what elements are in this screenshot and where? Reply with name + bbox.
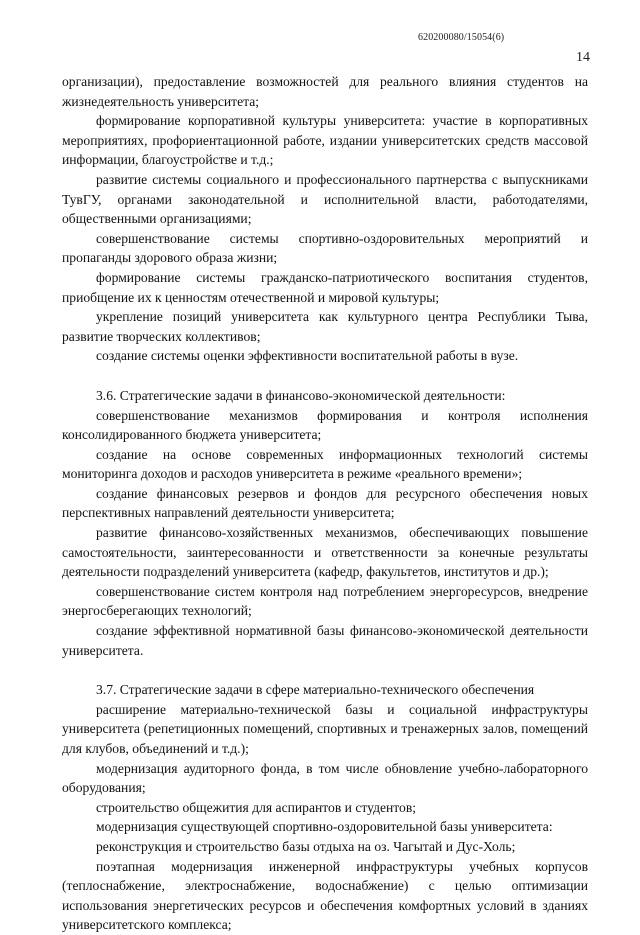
paragraph: модернизация существующей спортивно-оздоровительной базы университета:	[96, 819, 553, 835]
paragraph: формирование корпоративной культуры университета: участие в корпоративных мероприятиях, профориентационной работе, издании университетских средств массовой информации, благоустройстве и т.д.;	[62, 113, 588, 168]
paragraph: поэтапная модернизация инженерной инфраструктуры учебных корпусов (теплоснабжение, электроснабжение, водоснабжение) с целью оптимизации использования энергетических ресурсов и обеспечения комфортных условий в зданиях университетского комплекса;	[62, 858, 588, 933]
paragraph: развитие системы социального и профессионального партнерства с выпускниками ТувГУ, органами законодательной и исполнительной власти, работодателями, общественными организациями;	[62, 171, 588, 227]
body-text	[62, 72, 588, 935]
paragraph: совершенствование механизмов формирования и контроля исполнения консолидированного бюджета университета;	[62, 407, 588, 443]
paragraph: совершенствование системы спортивно-оздоровительных мероприятий и пропаганды здорового образа жизни;	[62, 230, 588, 266]
paragraph: создание системы оценки эффективности воспитательной работы в вузе.	[96, 348, 519, 364]
paragraph: создание эффективной нормативной базы финансово-экономической деятельности университета.	[62, 623, 588, 658]
paragraph: формирование системы гражданско-патриотического воспитания студентов, приобщение их к ценностям отечественной и мировой культуры;	[62, 269, 588, 305]
page-number: 14	[576, 50, 590, 65]
paragraph: модернизация аудиторного фонда, в том числе обновление учебно-лабораторного оборудования;	[62, 760, 588, 796]
paragraph: организации), предоставление возможностей для реального влияния студентов на жизнедеятельность университета;	[62, 74, 588, 109]
document-number: 620200080/15054(6)	[418, 32, 505, 43]
paragraph: 3.6. Стратегические задачи в финансово-экономической деятельности:	[96, 387, 506, 403]
paragraph: строительство общежития для аспирантов и студентов;	[96, 799, 417, 815]
paragraph: создание на основе современных информационных технологий системы мониторинга доходов и расходов университета в режиме «реального времени»;	[62, 446, 588, 482]
paragraph: создание финансовых резервов и фондов для ресурсного обеспечения новых перспективных направлений деятельности университета;	[62, 485, 588, 521]
paragraph: укрепление позиций университета как культурного центра Республики Тыва, развитие творческих коллективов;	[62, 309, 588, 344]
paragraph: развитие финансово-хозяйственных механизмов, обеспечивающих повышение самостоятельности, заинтересованности и ответственности за конечные результаты деятельности подразделений университета (кафедр, факультетов, институтов и др.);	[62, 525, 588, 580]
paragraph: 3.7. Стратегические задачи в сфере материально-технического обеспечения	[96, 682, 535, 698]
paragraph: реконструкция и строительство базы отдыха на оз. Чагытай и Дус-Холь;	[96, 838, 516, 854]
paragraph: расширение материально-технической базы и социальной инфраструктуры университета (репетиционных помещений, спортивных и тренажерных залов, помещений для клубов, объединений и т.д.);	[62, 701, 588, 756]
paragraph: совершенствование систем контроля над потреблением энергоресурсов, внедрение энергосберегающих технологий;	[62, 583, 588, 619]
